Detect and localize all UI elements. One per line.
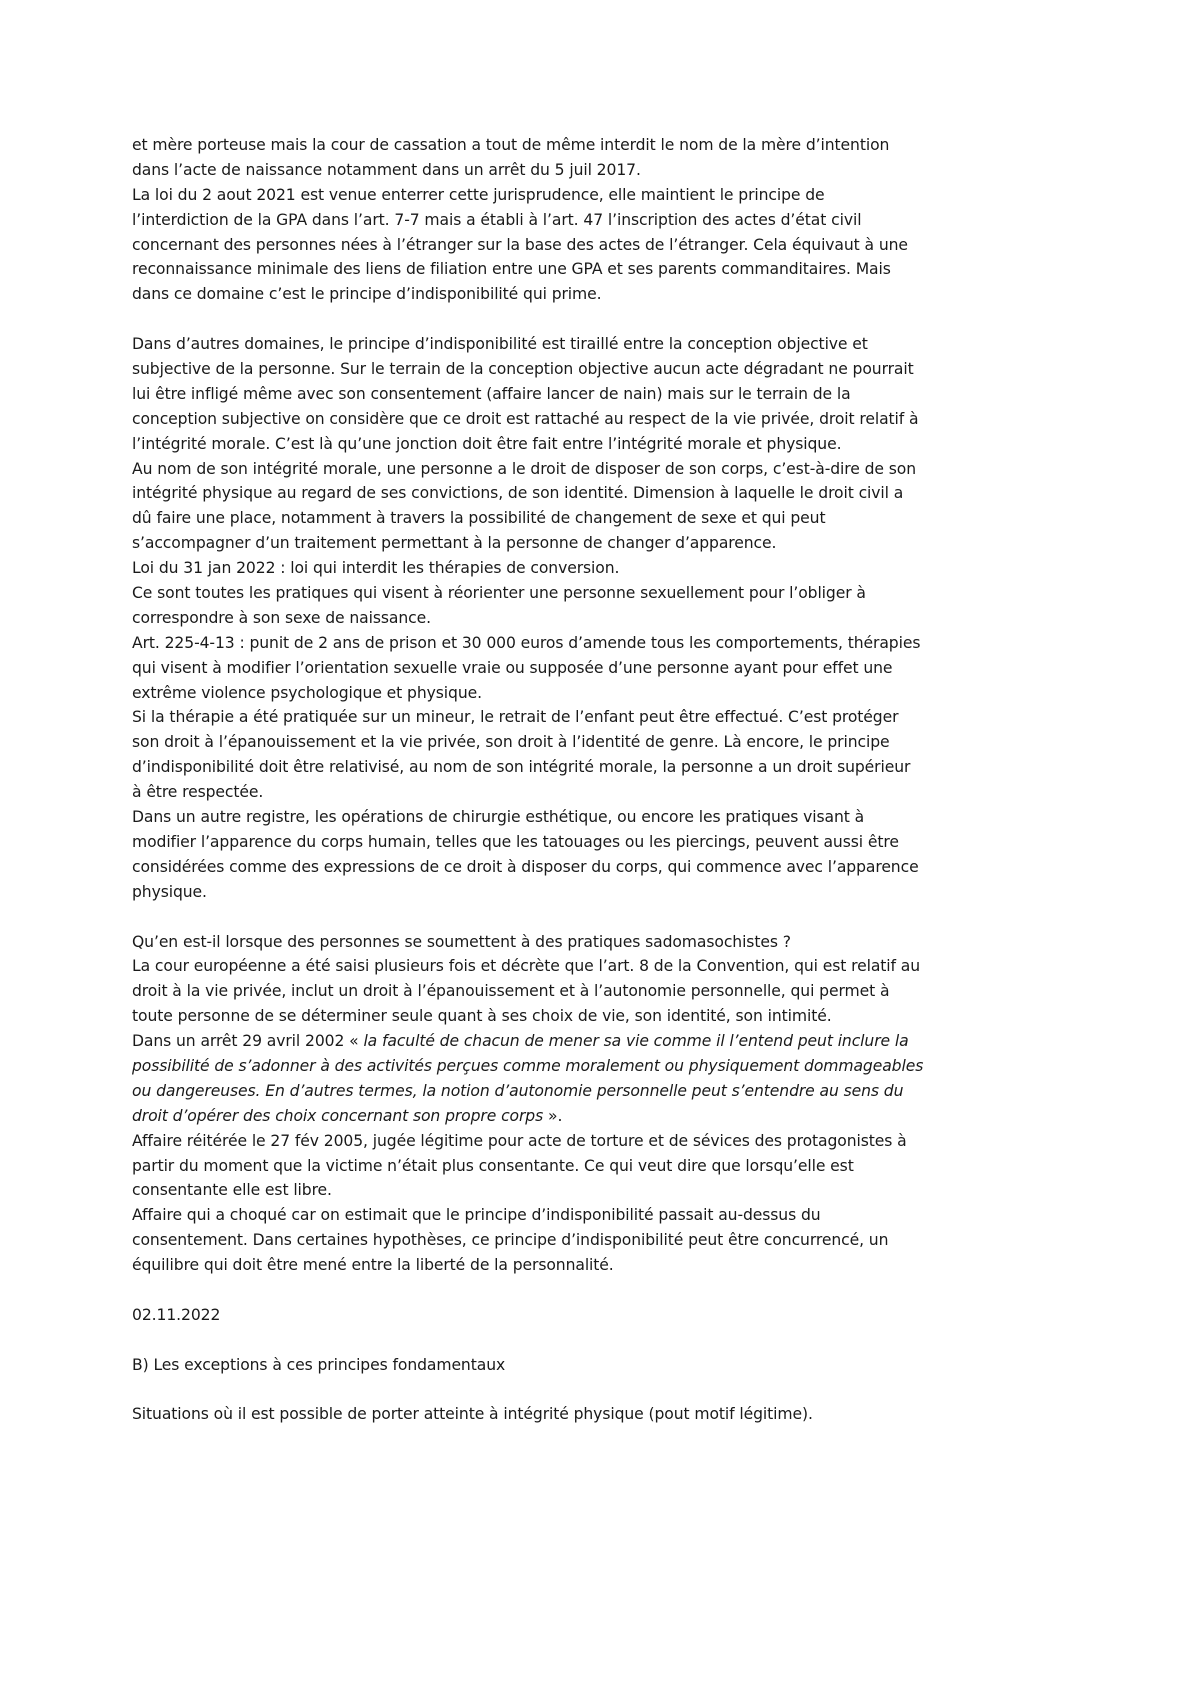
text-line: s’accompagner d’un traitement permettant à la personne de changer d’apparence. bbox=[132, 534, 777, 553]
text-line: consentante elle est libre. bbox=[132, 1181, 332, 1200]
text-line: conception subjective on considère que ce droit est rattaché au respect de la vie privée, droit relatif à bbox=[132, 409, 919, 428]
text-line: qui visent à modifier l’orientation sexuelle vraie ou supposée d’une personne ayant pour effet une bbox=[132, 658, 893, 677]
text-line: intégrité physique au regard de ses convictions, de son identité. Dimension à laquelle le droit civil a bbox=[132, 484, 904, 503]
text-line: reconnaissance minimale des liens de filiation entre une GPA et ses parents commanditaires. Mais bbox=[132, 260, 891, 279]
text-line: physique. bbox=[132, 882, 207, 901]
text-line: et mère porteuse mais la cour de cassation a tout de même interdit le nom de la mère d’intention bbox=[132, 136, 890, 154]
quote-prefix: Dans un arrêt 29 avril 2002 « bbox=[132, 1032, 364, 1051]
text-line: partir du moment que la victime n’était plus consentante. Ce qui veut dire que lorsqu’elle est bbox=[132, 1156, 854, 1175]
quote-line bbox=[132, 1104, 982, 1129]
text-line: Art. 225-4-13 : punit de 2 ans de prison et 30 000 euros d’amende tous les comportements, thérapies bbox=[132, 633, 921, 652]
text-line: son droit à l’épanouissement et la vie privée, son droit à l’identité de genre. Là encore, le principe bbox=[132, 733, 890, 752]
text-line: Qu’en est-il lorsque des personnes se soumettent à des pratiques sadomasochistes ? bbox=[132, 932, 791, 951]
text-line: correspondre à son sexe de naissance. bbox=[132, 608, 431, 627]
text-line: concernant des personnes nées à l’étranger sur la base des actes de l’étranger. Cela équivaut à une bbox=[132, 235, 908, 254]
text-line: Situations où il est possible de porter atteinte à intégrité physique (pout motif légitime). bbox=[132, 1405, 813, 1424]
text-line: dans ce domaine c’est le principe d’indisponibilité qui prime. bbox=[132, 285, 602, 304]
blank-line bbox=[132, 1278, 982, 1303]
date-line: 02.11.2022 bbox=[132, 1305, 221, 1324]
text-line: Si la thérapie a été pratiquée sur un mineur, le retrait de l’enfant peut être effectué. C’est protéger bbox=[132, 708, 899, 727]
text-line: Dans un autre registre, les opérations de chirurgie esthétique, ou encore les pratiques visant à bbox=[132, 808, 865, 827]
blank-line bbox=[132, 905, 982, 930]
text-line: Au nom de son intégrité morale, une personne a le droit de disposer de son corps, c’est-à-dire de son bbox=[132, 459, 916, 478]
blank-line bbox=[132, 1378, 982, 1403]
text-line: à être respectée. bbox=[132, 783, 264, 802]
quote-line: ou dangereuses. En d’autres termes, la notion d’autonomie personnelle peut s’entendre au sens du bbox=[132, 1081, 904, 1100]
text-line: Dans d’autres domaines, le principe d’indisponibilité est tiraillé entre la conception objective et bbox=[132, 335, 868, 354]
text-line: d’indisponibilité doit être relativisé, au nom de son intégrité morale, la personne a un droit supérieur bbox=[132, 758, 911, 777]
document-body bbox=[132, 133, 982, 1427]
text-line: Affaire qui a choqué car on estimait que le principe d’indisponibilité passait au-dessus du bbox=[132, 1206, 821, 1225]
text-line: considérées comme des expressions de ce droit à disposer du corps, qui commence avec l’apparence bbox=[132, 857, 919, 876]
text-line: droit à la vie privée, inclut un droit à l’épanouissement et à l’autonomie personnelle, qui permet à bbox=[132, 982, 890, 1001]
text-line: Loi du 31 jan 2022 : loi qui interdit les thérapies de conversion. bbox=[132, 559, 620, 578]
quote-italic-text: droit d’opérer des choix concernant son propre corps bbox=[132, 1106, 544, 1125]
text-line: dû faire une place, notamment à travers la possibilité de changement de sexe et qui peut bbox=[132, 509, 826, 528]
text-line: modifier l’apparence du corps humain, telles que les tatouages ou les piercings, peuvent aussi être bbox=[132, 832, 899, 851]
text-line: l’interdiction de la GPA dans l’art. 7-7 mais a établi à l’art. 47 l’inscription des actes d’état civil bbox=[132, 210, 862, 229]
section-heading: B) Les exceptions à ces principes fondamentaux bbox=[132, 1355, 506, 1374]
text-line: l’intégrité morale. C’est là qu’une jonction doit être fait entre l’intégrité morale et physique. bbox=[132, 434, 842, 453]
quote-suffix: ». bbox=[543, 1106, 563, 1125]
text-line: subjective de la personne. Sur le terrain de la conception objective aucun acte dégradant ne pourrait bbox=[132, 360, 914, 379]
text-line: La loi du 2 aout 2021 est venue enterrer cette jurisprudence, elle maintient le principe de bbox=[132, 185, 825, 204]
text-line: équilibre qui doit être mené entre la liberté de la personnalité. bbox=[132, 1256, 614, 1275]
text-line: La cour européenne a été saisi plusieurs fois et décrète que l’art. 8 de la Convention, qui est relatif au bbox=[132, 957, 921, 976]
text-line: lui être infligé même avec son consentement (affaire lancer de nain) mais sur le terrain de la bbox=[132, 384, 851, 403]
text-line: consentement. Dans certaines hypothèses, ce principe d’indisponibilité peut être concurrencé, un bbox=[132, 1231, 889, 1250]
text-line: dans l’acte de naissance notamment dans un arrêt du 5 juil 2017. bbox=[132, 160, 641, 179]
text-line: toute personne de se déterminer seule quant à ses choix de vie, son identité, son intimité. bbox=[132, 1007, 832, 1026]
text-line: extrême violence psychologique et physique. bbox=[132, 683, 482, 702]
text-line: Affaire réitérée le 27 fév 2005, jugée légitime pour acte de torture et de sévices des protagonistes à bbox=[132, 1131, 907, 1150]
blank-line bbox=[132, 1328, 982, 1353]
quote-italic-text: la faculté de chacun de mener sa vie comme il l’entend peut inclure la bbox=[363, 1032, 909, 1051]
blank-line bbox=[132, 307, 982, 332]
quote-line: possibilité de s’adonner à des activités perçues comme moralement ou physiquement dommageables bbox=[132, 1056, 924, 1075]
text-line: Ce sont toutes les pratiques qui visent à réorienter une personne sexuellement pour l’obliger à bbox=[132, 584, 866, 603]
quote-line bbox=[132, 1029, 982, 1054]
